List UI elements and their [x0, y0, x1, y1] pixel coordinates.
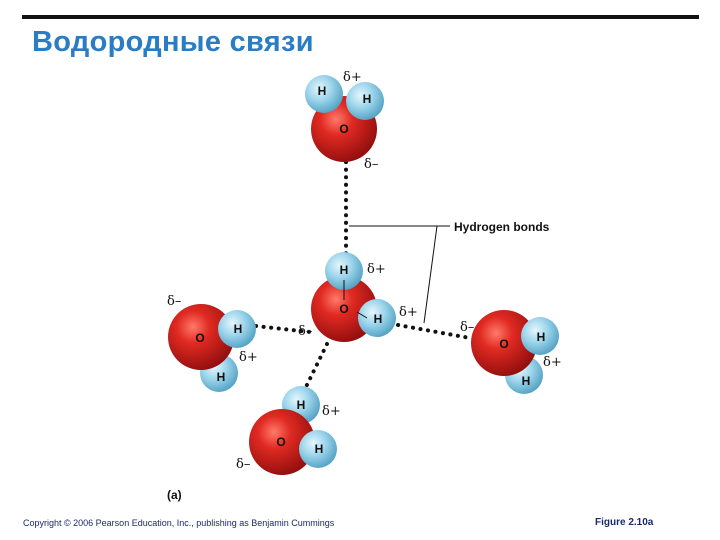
- svg-text:H: H: [521, 374, 531, 388]
- svg-text:H: H: [536, 330, 546, 344]
- panel-label: (a): [167, 488, 182, 502]
- svg-text:H: H: [233, 322, 243, 336]
- svg-text:O: O: [339, 122, 349, 136]
- svg-text:O: O: [499, 337, 509, 351]
- svg-text:H: H: [339, 263, 349, 277]
- delta-plus-label: δ+: [543, 355, 562, 370]
- delta-plus-label: δ+: [343, 70, 362, 85]
- svg-text:H: H: [314, 442, 324, 456]
- delta-minus-label: δ–: [298, 324, 313, 339]
- delta-plus-label: δ+: [399, 305, 418, 320]
- delta-minus-label: δ–: [460, 320, 475, 335]
- figure-reference: Figure 2.10a: [595, 517, 654, 528]
- svg-text:H: H: [296, 398, 306, 412]
- svg-text:H: H: [317, 84, 327, 98]
- svg-text:O: O: [276, 435, 286, 449]
- delta-plus-label: δ+: [322, 404, 341, 419]
- svg-text:O: O: [339, 302, 349, 316]
- delta-minus-label: δ–: [236, 457, 251, 472]
- svg-text:O: O: [195, 331, 205, 345]
- slide-title: Водородные связи: [32, 26, 314, 58]
- water-molecule-top: [305, 70, 384, 172]
- delta-plus-label: δ+: [367, 262, 386, 277]
- delta-minus-label: δ–: [167, 294, 182, 309]
- svg-text:H: H: [373, 312, 383, 326]
- water-molecule-right: [460, 310, 562, 394]
- svg-text:H: H: [362, 92, 372, 106]
- water-molecule-bottom: [236, 386, 341, 475]
- hydrogen-bonds-callout: Hydrogen bonds: [454, 220, 550, 234]
- svg-text:H: H: [216, 370, 226, 384]
- copyright-notice: Copyright © 2006 Pearson Education, Inc., publishing as Benjamin Cummings: [23, 518, 335, 528]
- water-molecule-left: [167, 294, 258, 392]
- delta-plus-label: δ+: [239, 350, 258, 365]
- water-molecule-center: [298, 252, 418, 342]
- delta-minus-label: δ–: [364, 157, 379, 172]
- hydrogen-bond-lines: [256, 162, 470, 395]
